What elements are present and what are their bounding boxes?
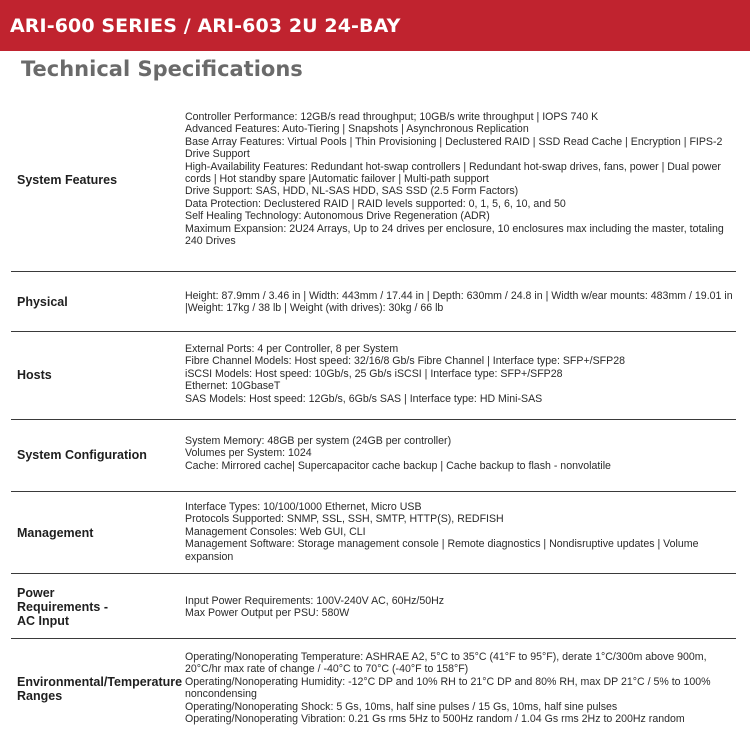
section-label: Management <box>17 526 94 540</box>
section-label: Hosts <box>17 368 52 382</box>
detail-line: Interface Types: 10/100/1000 Ethernet, Micro USB <box>185 501 422 513</box>
section-details <box>185 595 737 620</box>
detail-line: Operating/Nonoperating Shock: 5 Gs, 10ms, half sine pulses / 15 Gs, 10ms, half sine pulses <box>185 700 618 713</box>
section-label: Environmental/Temperature Ranges <box>17 675 183 703</box>
section-details <box>185 435 737 472</box>
section-details <box>185 290 737 315</box>
section-divider <box>11 419 736 420</box>
detail-line: Controller Performance: 12GB/s read throughput; 10GB/s write throughput | IOPS 740 K <box>185 111 599 123</box>
header-banner <box>0 0 750 51</box>
product-title: ARI-600 SERIES / ARI-603 2U 24-BAY <box>10 15 401 37</box>
detail-line: Height: 87.9mm / 3.46 in | Width: 443mm / 17.44 in | Depth: 630mm / 24.8 in | Width w/ear mounts: 483mm / 19.01 in |Weight: 17kg / 38 lb | Weight (with drives): 30kg / 66 lb <box>185 290 733 315</box>
section-details <box>185 111 737 247</box>
section-divider <box>11 638 736 639</box>
section-label: System Configuration <box>17 448 147 462</box>
detail-line: Operating/Nonoperating Vibration: 0.21 Gs rms 5Hz to 500Hz random / 1.04 Gs rms 2Hz to 200Hz random <box>185 713 685 726</box>
detail-line: Management Software: Storage management console | Remote diagnostics | Nondisruptive updates | Volume expansion <box>185 538 699 563</box>
detail-line: Protocols Supported: SNMP, SSL, SSH, SMTP, HTTP(S), REDFISH <box>185 513 504 526</box>
section-label: Physical <box>17 295 68 309</box>
detail-line: iSCSI Models: Host speed: 10Gb/s, 25 Gb/s iSCSI | Interface type: SFP+/SFP28 <box>185 367 563 380</box>
detail-line: High-Availability Features: Redundant hot-swap controllers | Redundant hot-swap drives, fans, power | Dual power cords | Hot standby spare |Automatic failover | Multi-path support <box>185 160 721 186</box>
detail-line: Management Consoles: Web GUI, CLI <box>185 525 366 538</box>
detail-line: Operating/Nonoperating Temperature: ASHRAE A2, 5°C to 35°C (41°F to 95°F), derate 1°C/300m above 900m, 20°C/hr max rate of change / -40°C to 70°C (-40°F to 158°F) <box>185 651 707 676</box>
section-label: System Features <box>17 173 118 187</box>
detail-line: Data Protection: Declustered RAID | RAID levels supported: 0, 1, 5, 6, 10, and 50 <box>185 197 566 210</box>
section-divider <box>11 573 736 574</box>
section-divider <box>11 271 736 272</box>
detail-line: External Ports: 4 per Controller, 8 per System <box>185 343 399 355</box>
detail-line: Volumes per System: 1024 <box>185 447 312 460</box>
detail-line: Fibre Channel Models: Host speed: 32/16/8 Gb/s Fibre Channel | Interface type: SFP+/SFP28 <box>185 355 625 368</box>
detail-line: Max Power Output per PSU: 580W <box>185 607 350 620</box>
detail-line: Advanced Features: Auto-Tiering | Snapshots | Asynchronous Replication <box>185 123 529 136</box>
detail-line: Cache: Mirrored cache| Supercapacitor cache backup | Cache backup to flash - nonvolatile <box>185 459 611 472</box>
detail-line: System Memory: 48GB per system (24GB per controller) <box>185 435 452 447</box>
section-label: Power Requirements - AC Input <box>17 586 108 628</box>
detail-line: Drive Support: SAS, HDD, NL-SAS HDD, SAS SSD (2.5 Form Factors) <box>185 185 519 198</box>
detail-line: Operating/Nonoperating Humidity: -12°C DP and 10% RH to 21°C DP and 80% RH, max DP 21°C / 5% to 100% noncondensing <box>185 675 711 701</box>
section-details <box>185 343 737 405</box>
detail-line: Ethernet: 10GbaseT <box>185 380 281 393</box>
detail-line: Base Array Features: Virtual Pools | Thin Provisioning | Declustered RAID | SSD Read Cache | Encryption | FIPS-2 Drive Support <box>185 135 723 161</box>
section-details <box>185 651 737 725</box>
page-title: Technical Specifications <box>21 57 303 81</box>
detail-line: Maximum Expansion: 2U24 Arrays, Up to 24 drives per enclosure, 10 enclosures max including the master, totaling 240 Drives <box>185 222 724 248</box>
section-details <box>185 501 737 563</box>
section-divider <box>11 491 736 492</box>
section-divider <box>11 331 736 332</box>
detail-line: Input Power Requirements: 100V-240V AC, 60Hz/50Hz <box>185 595 445 607</box>
detail-line: SAS Models: Host speed: 12Gb/s, 6Gb/s SAS | Interface type: HD Mini-SAS <box>185 392 543 405</box>
detail-line: Self Healing Technology: Autonomous Drive Regeneration (ADR) <box>185 210 490 223</box>
